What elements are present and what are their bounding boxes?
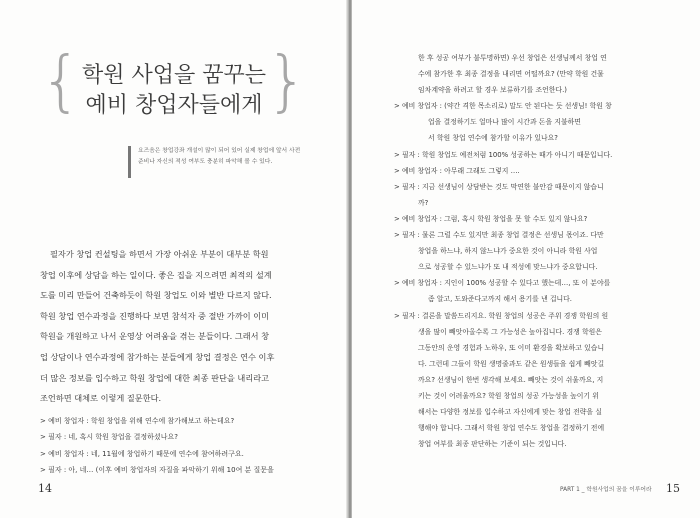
dialogue-line: > 예비 창업자 : 네, 11월에 창업하기 때문에 연수에 참여하려구요.: [40, 449, 244, 458]
paragraph-line: 창업 이후에 상담을 하는 일이다. 좋은 집을 지으려면 최적의 설계: [40, 269, 272, 280]
dialogue-line: > 필자 : 학원 창업도 예전처럼 100% 성공하는 때가 아니기 때문입니다.: [394, 150, 613, 159]
intro-line: 요즈음은 창업강좌 개설이 많이 되어 있어 실제 창업에 앞서 사전: [138, 148, 301, 154]
dialogue-line: > 예비 창업자 : 학원 창업을 위해 연수에 참가해보고 하는데요?: [40, 416, 235, 425]
text-line: 생을 많이 빼앗아올수록 그 가능성은 높아집니다. 경쟁 학원은: [418, 327, 602, 336]
right-brace-ornament: }: [266, 42, 308, 119]
paragraph-line: 도를 미리 만들어 건축하듯이 학원 창업도 이와 별반 다르지 않다.: [40, 290, 272, 301]
paragraph-line: 학원을 개원하고 나서 운영상 어려움을 겪는 분들이다. 그래서 창: [40, 331, 270, 342]
text-line: 행해야 합니다. 그래서 학원 창업 연수도 창업을 결정하기 전에: [418, 424, 605, 433]
paragraph-line: 더 많은 정보를 입수하고 학원 창업에 대한 최종 판단을 내리라고: [40, 372, 270, 383]
dialogue-line: > 필자 : 아, 네… (이후 예비 창업자의 자질을 파악하기 위해 10여 분 질문을: [40, 466, 274, 475]
text-line: 그동안의 운영 경험과 노하우, 또 이미 환경을 확보하고 있습니: [418, 343, 605, 352]
dialogue-line: > 필자 : 지금 선생님이 상담받는 것도 막연한 불안감 때문이지 않습니: [394, 182, 604, 191]
dialogue-line: > 필자 : 결론을 말씀드리지요. 학원 창업의 성공은 주위 경쟁 학원의 원: [394, 311, 609, 320]
text-line: 다. 그런데 그들이 학원 생명줄과도 같은 원생들을 쉽게 빼앗길: [418, 359, 605, 368]
text-line: 임차계약을 하려고 할 경우 보류하기를 조언한다.): [418, 86, 567, 95]
text-line: 까?: [418, 198, 429, 207]
dialogue-line: > 예비 창업자 : 아무래 그래도 그렇지 ….: [394, 166, 520, 175]
body-text-right: [394, 50, 664, 452]
paragraph-line: 학원 창업 연수과정을 진행하다 보면 참석자 중 절반 가까이 이미: [40, 310, 270, 321]
text-line: 까요? 선생님이 한번 생각해 보세요. 빼앗는 것이 쉬울까요, 지: [418, 375, 604, 384]
running-head: PART 1 _ 학원사업의 꿈을 이루어라: [560, 487, 652, 493]
paragraph-line: 필자가 창업 컨설팅을 하면서 가장 아쉬운 부분이 대부분 학원: [50, 249, 269, 259]
text-line: 수에 참가한 후 최종 결정을 내리면 어떨까요? (만약 학원 건물: [418, 70, 604, 79]
page-number-left: 14: [38, 482, 52, 495]
dialogue-line: > 필자 : 네, 혹시 학원 창업을 결정하셨나요?: [40, 433, 178, 442]
intro-note: [128, 146, 330, 178]
left-page: [0, 0, 348, 518]
dialogue-line: > 예비 창업자 : 그럼, 혹시 학원 창업을 못 할 수도 있지 않나요?: [394, 214, 588, 223]
text-line: 창업을 하느냐, 하지 않느냐가 중요한 것이 아니라 학원 사업: [418, 247, 598, 256]
text-line: 좀 알고, 도와준다고까지 해서 용기를 낸 겁니다.: [428, 295, 572, 304]
page-number-right: 15: [666, 482, 680, 495]
title-line-1: 학원 사업을 꿈꾸는: [81, 63, 266, 88]
paragraph-line: 조언하면 대체로 이렇게 질문한다.: [40, 393, 162, 404]
right-page: [352, 0, 700, 518]
text-line: 창업 여부를 최종 판단하는 기준이 되는 것입니다.: [418, 440, 567, 449]
dialogue-line: > 필자 : 물론 그럴 수도 있지만 최종 창업 결정은 선생님 몫이죠. 다만: [394, 231, 604, 240]
text-line: 업을 결정하기도 얼마나 많이 시간과 돈을 지불하면: [428, 118, 581, 127]
body-text-left: [40, 244, 308, 479]
text-line: 해서는 다양한 정보를 입수하고 자신에게 맞는 창업 전략을 실: [418, 408, 602, 417]
dialogue-line: > 예비 창업자 : 지인이 100% 성공할 수 있다고 했는데…, 또 이 분야를: [394, 279, 611, 288]
intro-line: 준비나 자신의 적성 여부도 충분히 파악해 볼 수 있다.: [138, 159, 273, 165]
text-line: 서 학원 창업 연수에 참가할 이유가 있나요?: [428, 134, 558, 143]
chapter-title: [40, 42, 308, 122]
text-line: 키는 것이 어려울까요? 학원 창업의 성공 가능성을 높이기 위: [418, 391, 599, 400]
title-line-2: 예비 창업자들에게: [85, 93, 263, 118]
left-brace-ornament: {: [40, 42, 82, 119]
paragraph-line: 업 상담이나 연수과정에 참가하는 분들에게 창업 결정은 연수 이후: [40, 351, 275, 362]
text-line: 한 후 성공 여부가 불투명하면) 우선 창업은 선생님께서 창업 연: [418, 54, 607, 62]
text-line: 으로 성공할 수 있느냐가 또 내 적성에 맞느냐가 중요합니다.: [418, 263, 598, 272]
dialogue-line: > 예비 창업자 : (약간 격한 목소리로) 말도 안 된다는 듯 선생님! 학원 창: [394, 102, 612, 111]
